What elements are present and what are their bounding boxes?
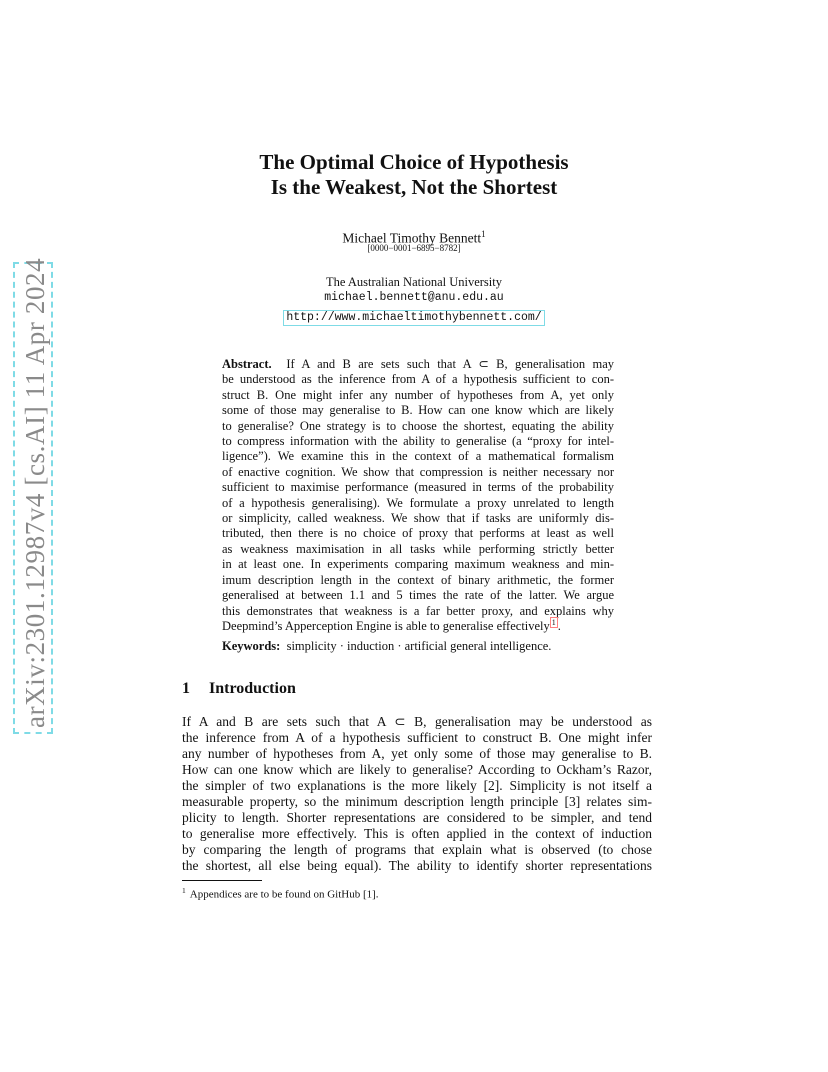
keywords-text: simplicity · induction · artificial general intelligence.: [286, 639, 552, 653]
abstract-line: of enactive cognition. We show that compression is neither necessary nor: [222, 464, 614, 479]
title-line-1: The Optimal Choice of Hypothesis: [259, 150, 569, 174]
footnote-text: Appendices are to be found on GitHub [1].: [189, 888, 379, 901]
keywords-label: Keywords:: [222, 639, 281, 653]
abstract-line: imum description length in the context of binary arithmetic, the former: [222, 572, 614, 587]
paper-title: [0, 150, 828, 200]
author-affil-mark: 1: [481, 229, 486, 239]
abstract-line: in at least one. In experiments comparing maximum weakness and min-: [222, 557, 614, 572]
footnote-ref-link[interactable]: 1: [551, 617, 556, 627]
abstract-line: Abstract. If A and B are sets such that A ⊂ B, generalisation may: [222, 357, 614, 371]
abstract: [222, 357, 614, 634]
title-line-2: Is the Weakest, Not the Shortest: [270, 175, 558, 199]
body-line: to generalise more effectively. This is often applied in the context of induction: [182, 826, 652, 841]
abstract-line: be understood as the inference from A of a hypothesis sufficient to con-: [222, 372, 614, 387]
section-number: 1: [182, 680, 190, 697]
body-line: the inference from A of a hypothesis sufficient to construct B. One might infer: [182, 730, 652, 745]
abstract-line: ligence”). We examine this in the context of a mathematical formalism: [222, 449, 614, 464]
author-orcid: [0000−0001−6895−8782]: [367, 243, 461, 253]
section-heading: [182, 680, 296, 698]
abstract-line: some of those may generalise to B. How can one know which are likely: [222, 403, 614, 418]
affiliation: The Australian National University: [325, 275, 502, 289]
body-line: by comparing the length of programs that explain what is observed (to chose: [182, 842, 652, 857]
abstract-line: struct B. One might infer any number of hypotheses from A, yet only: [222, 387, 614, 402]
author-name-text: Michael Timothy Bennett: [342, 230, 482, 246]
abstract-line: as weakness maximisation in all tasks while performing strictly better: [222, 541, 614, 556]
author-email: michael.bennett@anu.edu.au: [324, 291, 504, 304]
section-title: Introduction: [209, 680, 296, 697]
abstract-line: sufficient to maximise performance (measured in terms of the probability: [222, 480, 614, 495]
body-line: plicity to length. Shorter representations are considered to be simpler, and tend: [182, 810, 652, 825]
body-line: If A and B are sets such that A ⊂ B, generalisation may be understood as: [182, 714, 652, 729]
author-url-wrap: [0, 305, 828, 326]
body-text: [182, 714, 652, 874]
abstract-line: this demonstrates that weakness is a far better proxy, and explains why: [222, 603, 614, 618]
abstract-line: generalised at between 1.1 and 5 times the rate of the latter. We argue: [222, 588, 614, 603]
abstract-line: to compress information with the ability to generalise (a “proxy for intel-: [222, 434, 614, 449]
body-line: measurable property, so the minimum description length principle [3] relates sim-: [182, 794, 652, 809]
abstract-line: to generalise? One strategy is to choose the shortest, equating the ability: [222, 418, 614, 433]
keywords: [222, 639, 614, 654]
body-line: the shortest, all else being equal). The ability to identify shorter representations: [182, 858, 652, 873]
body-line: any number of hypotheses from A, yet only some of those may generalise to B.: [182, 746, 652, 761]
abstract-line: of a hypothesis generalising). We formulate a proxy unrelated to length: [222, 495, 614, 510]
footnote: [182, 886, 379, 901]
body-line: How can one know which are likely to generalise? According to Ockham’s Razor,: [182, 762, 652, 777]
abstract-line: Deepmind’s Apperception Engine is able to generalise effectively $^1$ .: [222, 617, 561, 634]
footnote-divider: [182, 880, 262, 881]
footnote-mark: 1: [182, 886, 186, 895]
abstract-label: Abstract.: [222, 357, 272, 371]
body-line: the simpler of two explanations is the more likely [2]. Simplicity is not itself a: [182, 778, 652, 793]
abstract-line: tributed, then there is no choice of proxy that performs at least as well: [222, 526, 614, 541]
author-url-link[interactable]: http://www.michaeltimothybennett.com/: [283, 310, 544, 326]
arxiv-id-stamp: arXiv:2301.12987v4 [cs.AI] 11 Apr 2024: [20, 257, 50, 728]
abstract-line: or simplicity, called weakness. We show that if tasks are uniformly dis-: [222, 511, 614, 526]
